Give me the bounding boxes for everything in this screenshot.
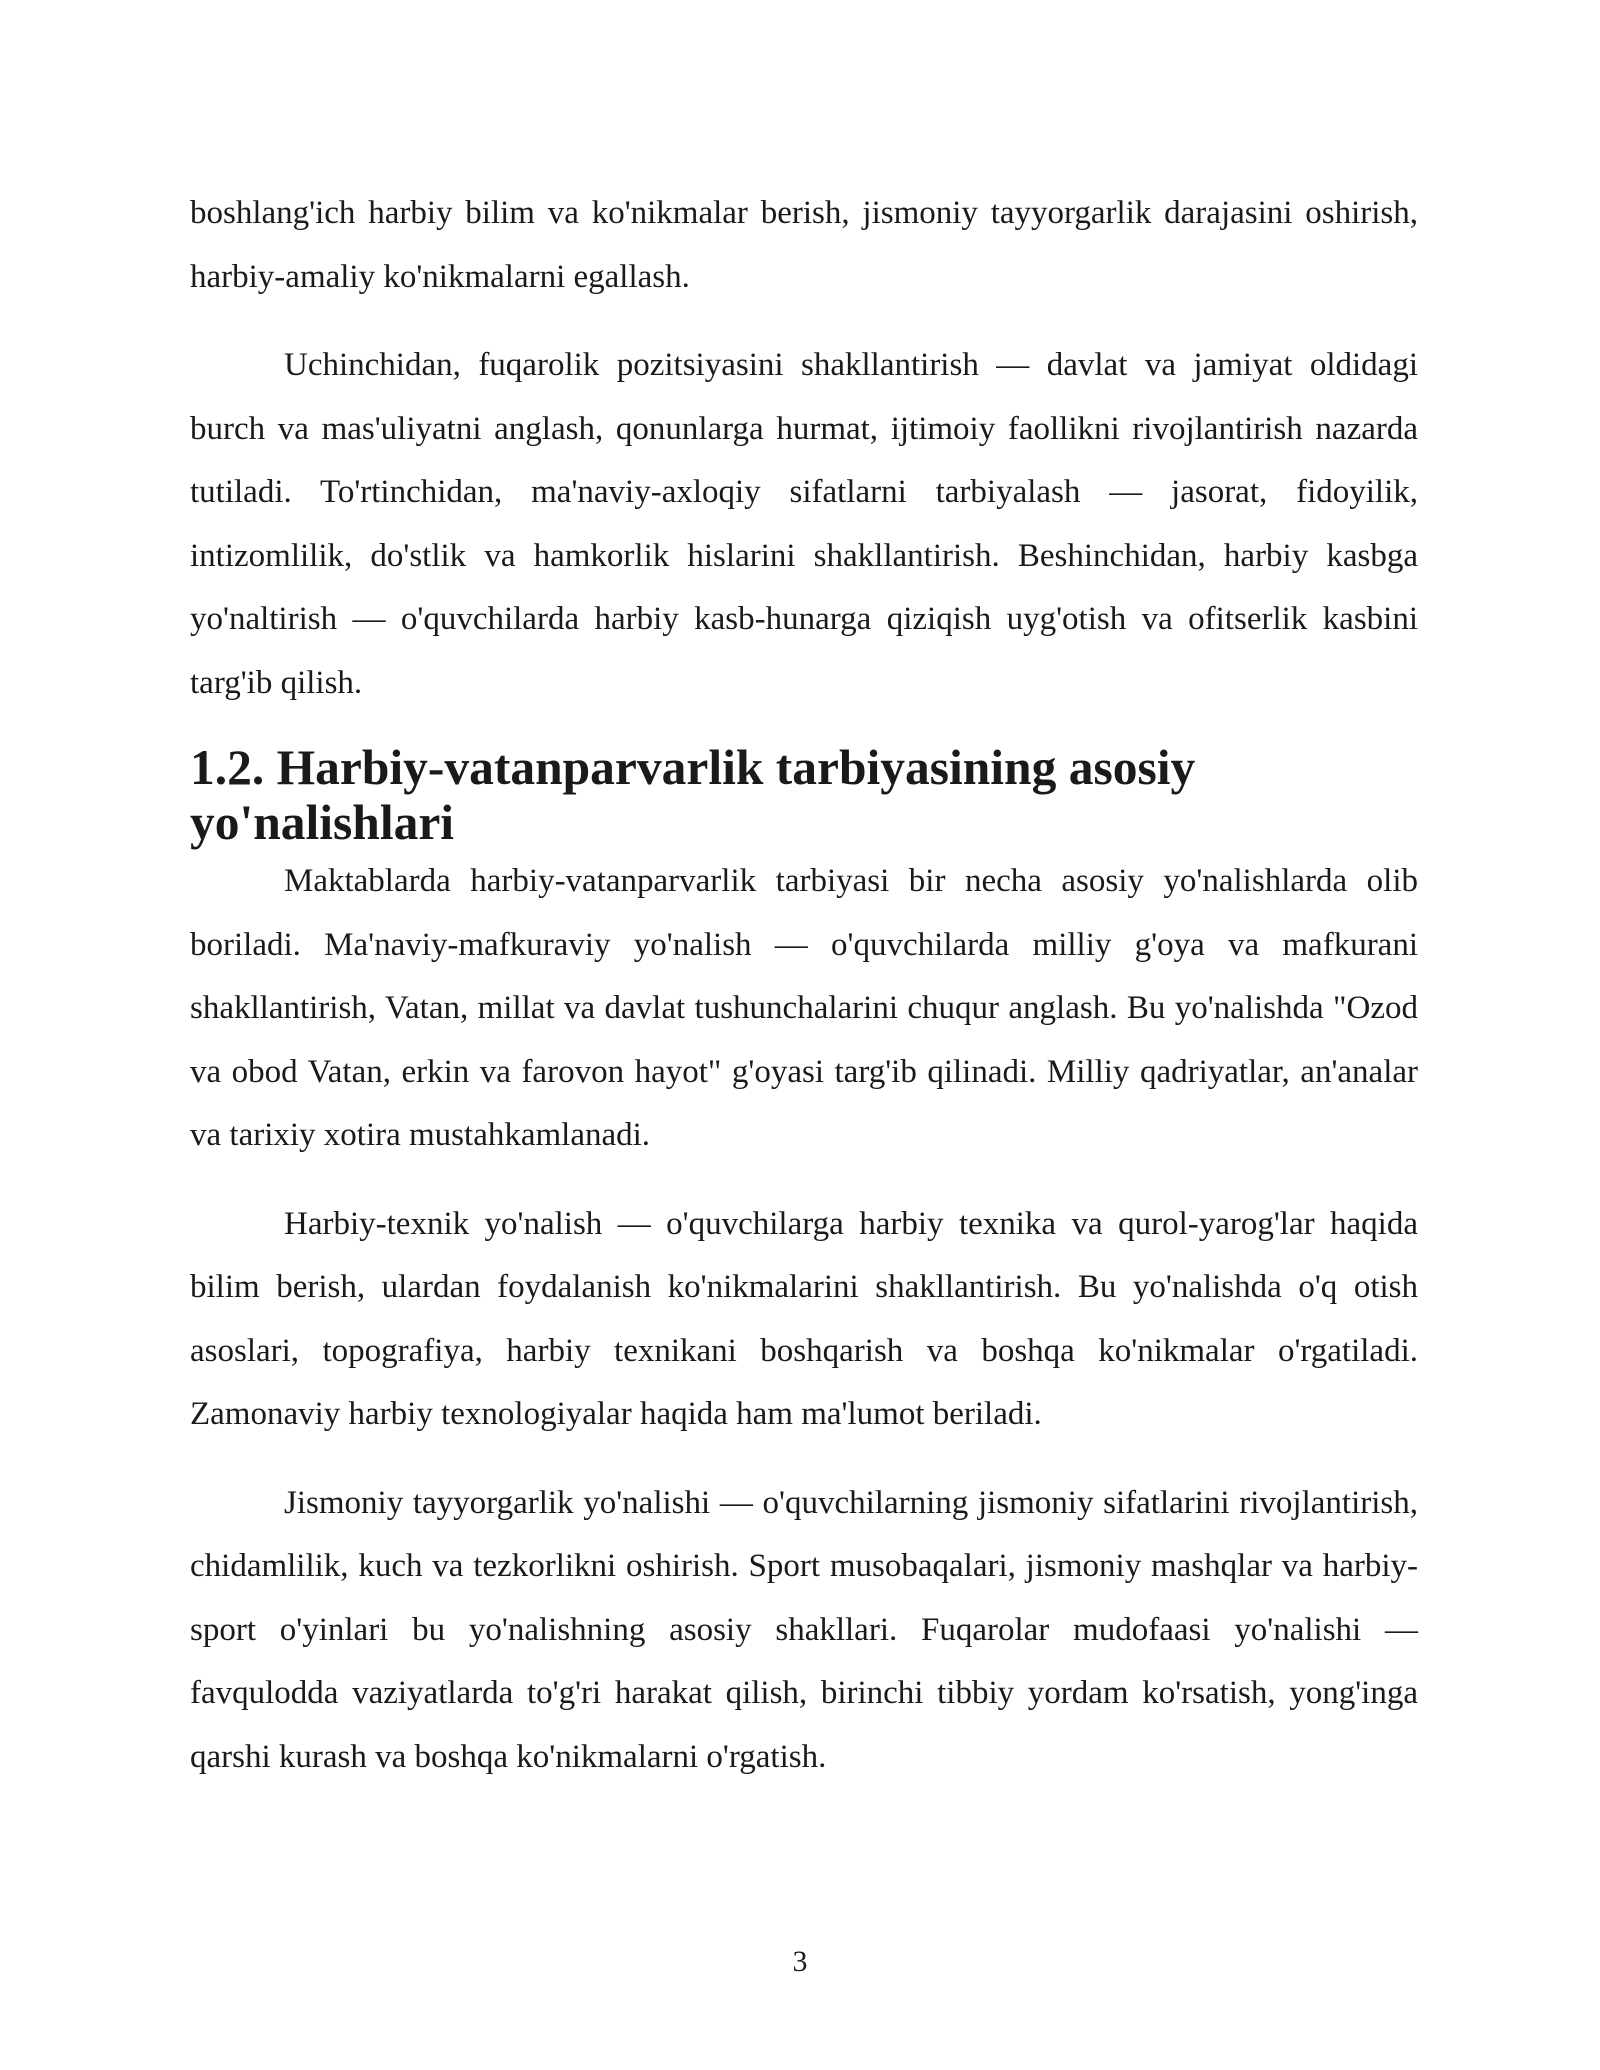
paragraph-objectives: Uchinchidan, fuqarolik pozitsiyasini shakllantirish — davlat va jamiyat oldidagi burch va mas'uliyatni anglash, qonunlarga hurmat, ijtimoiy faollikni rivojlantirish nazarda tutiladi. To'rtinchidan, ma'naviy-axloqiy sifatlarni tarbiyalash — jasorat, fidoyilik, intizomlilik, do'stlik va hamkorlik hislarini shakllantirish. Beshinchidan, harbiy kasbga yo'naltirish — o'quvchilarda harbiy kasb-hunarga qiziqish uyg'otish va ofitserlik kasbini targ'ib qilish.	[190, 347, 1418, 701]
paragraph-continuation: boshlang'ich harbiy bilim va ko'nikmalar berish, jismoniy tayyorgarlik darajasini oshirish, harbiy-amaliy ko'nikmalarni egallash.	[190, 195, 1418, 295]
paragraph-physical-training: Jismoniy tayyorgarlik yo'nalishi — o'quvchilarning jismoniy sifatlarini rivojlantirish, chidamlilik, kuch va tezkorlikni oshirish. Sport musobaqalari, jismoniy mashqlar va harbiy-sport o'yinlari bu yo'nalishning asosiy shakllari. Fuqarolar mudofaasi yo'nalishi — favqulodda vaziyatlarda to'g'ri harakat qilish, birinchi tibbiy yordam ko'rsatish, yong'inga qarshi kurash va boshqa ko'nikmalarni o'rgatish.	[190, 1484, 1418, 1775]
paragraph-spiritual-direction: Maktablarda harbiy-vatanparvarlik tarbiyasi bir necha asosiy yo'nalishlarda olib boriladi. Ma'naviy-mafkuraviy yo'nalish — o'quvchilarda milliy g'oya va mafkurani shakllantirish, Vatan, millat va davlat tushunchalarini chuqur anglash. Bu yo'nalishda "Ozod va obod Vatan, erkin va farovon hayot" g'oyasi targ'ib qilinadi. Milliy qadriyatlar, an'analar va tarixiy xotira mustahkamlanadi.	[190, 863, 1418, 1153]
section-heading: 1.2. Harbiy-vatanparvarlik tarbiyasining asosiy yo'nalishlari	[190, 740, 1196, 850]
page-number: 3	[792, 1945, 808, 1978]
paragraph-military-technical: Harbiy-texnik yo'nalish — o'quvchilarga harbiy texnika va qurol-yarog'lar haqida bilim berish, ulardan foydalanish ko'nikmalarini shakllantirish. Bu yo'nalishda o'q otish asoslari, topografiya, harbiy texnikani boshqarish va boshqa ko'nikmalar o'rgatiladi. Zamonaviy harbiy texnologiyalar haqida ham ma'lumot beriladi.	[190, 1205, 1418, 1432]
page-body	[190, 182, 1418, 1814]
